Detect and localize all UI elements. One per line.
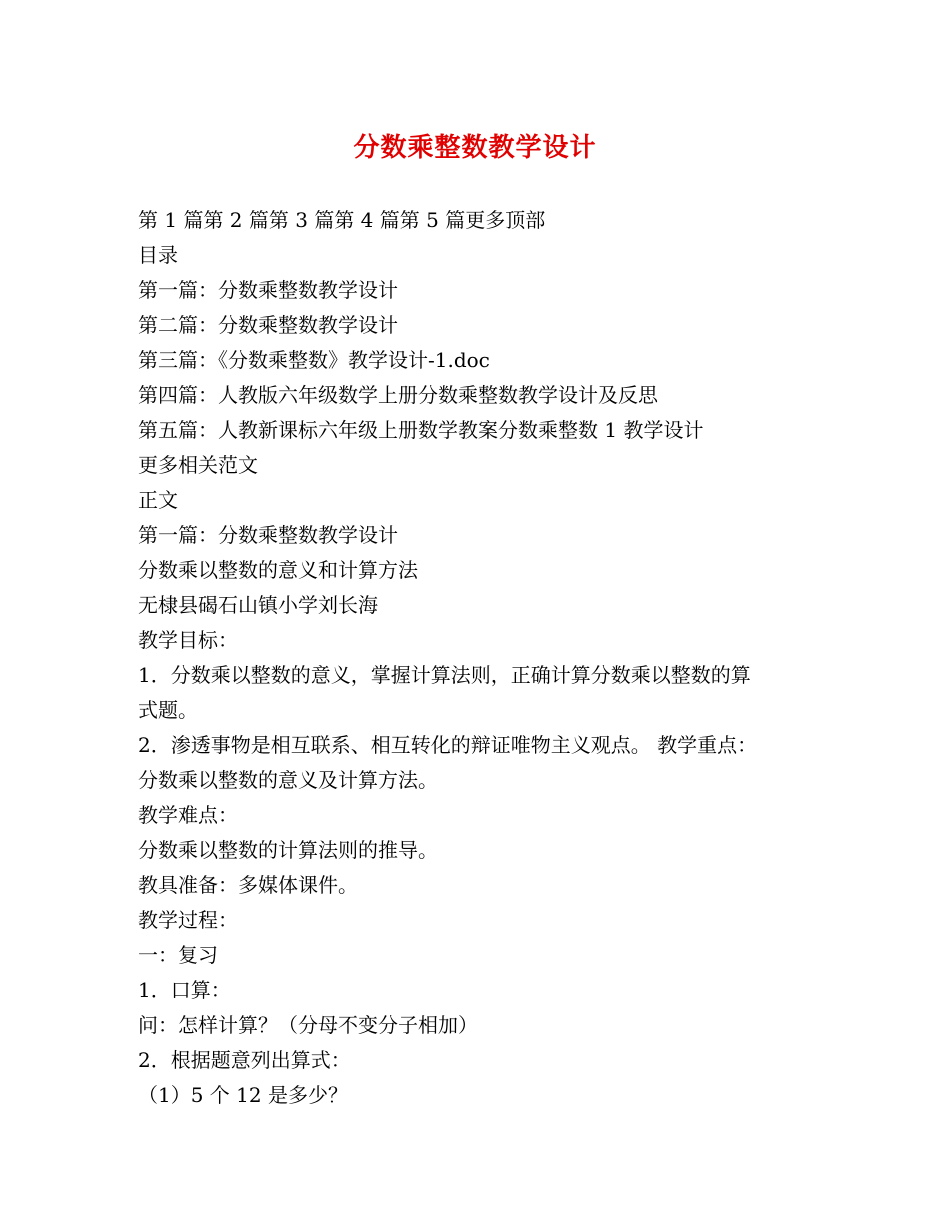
body-line: 2．渗透事物是相互联系、相互转化的辩证唯物主义观点。 教学重点： <box>138 733 758 757</box>
document-title: 分数乘整数教学设计 <box>353 133 597 163</box>
body-line: 问：怎样计算？（分母不变分子相加） <box>138 1013 478 1037</box>
body-line: 1．口算： <box>138 978 231 1002</box>
body-line: 分数乘以整数的意义和计算方法 <box>138 558 418 582</box>
body-line: 分数乘以整数的意义及计算方法。 <box>138 768 438 792</box>
body-line: 1．分数乘以整数的意义，掌握计算法则，正确计算分数乘以整数的算 <box>138 663 751 687</box>
body-line: 第四篇：人教版六年级数学上册分数乘整数教学设计及反思 <box>138 383 658 407</box>
body-line: 2．根据题意列出算式： <box>138 1048 351 1072</box>
body-line: 教学目标： <box>138 628 238 652</box>
body-line: 第二篇：分数乘整数教学设计 <box>138 313 398 337</box>
body-line: 教具准备：多媒体课件。 <box>138 873 358 897</box>
document-body <box>138 203 818 1113</box>
body-line: 更多相关范文 <box>138 453 258 477</box>
body-line: 正文 <box>138 488 178 512</box>
body-line: 第一篇：分数乘整数教学设计 <box>138 278 398 302</box>
body-line: 第三篇：《分数乘整数》教学设计-1.doc <box>138 348 490 372</box>
body-line: 式题。 <box>138 698 198 722</box>
body-line: 教学过程： <box>138 908 238 932</box>
body-line: 教学难点： <box>138 803 238 827</box>
body-line: 第 1 篇第 2 篇第 3 篇第 4 篇第 5 篇更多顶部 <box>138 208 546 232</box>
body-line: 目录 <box>138 243 178 267</box>
body-line: 分数乘以整数的计算法则的推导。 <box>138 838 438 862</box>
body-line: 第五篇：人教新课标六年级上册数学教案分数乘整数 1 教学设计 <box>138 418 704 442</box>
body-line: （1）5 个 12 是多少？ <box>138 1083 348 1107</box>
body-line: 无棣县碣石山镇小学刘长海 <box>138 593 378 617</box>
body-line: 第一篇：分数乘整数教学设计 <box>138 523 398 547</box>
body-line: 一：复习 <box>138 943 218 967</box>
